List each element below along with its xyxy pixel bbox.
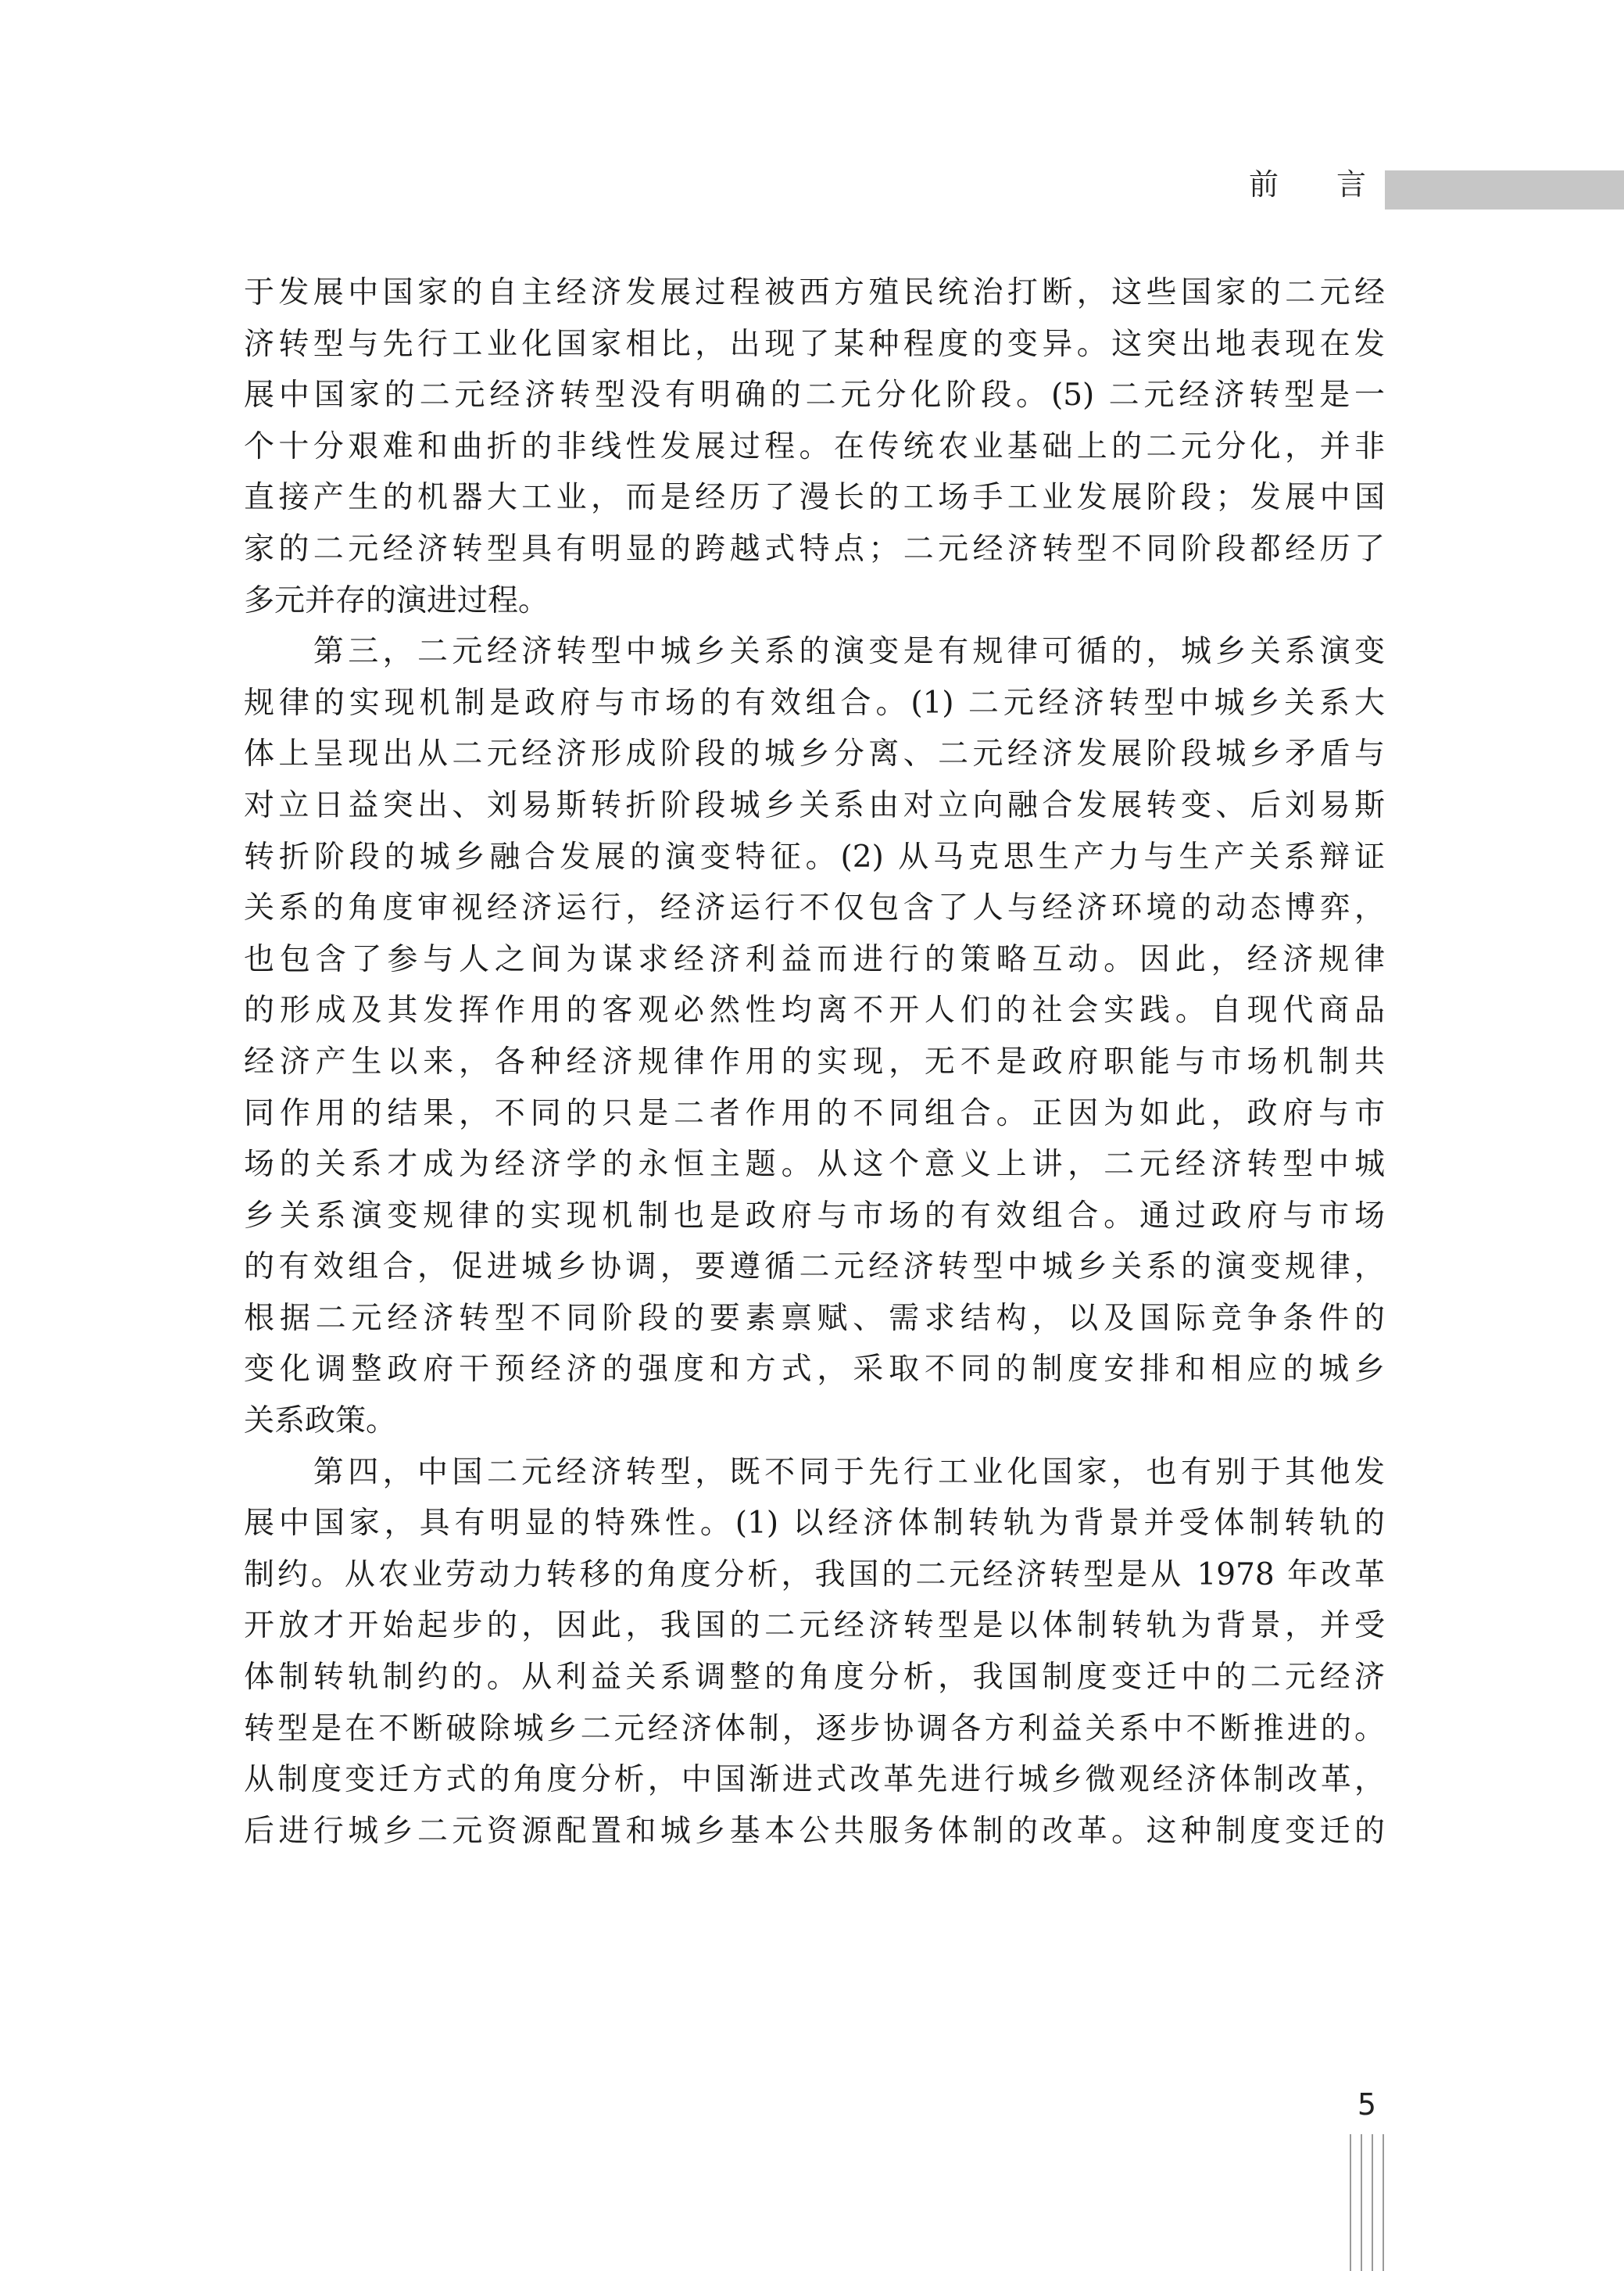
text-line-6: 家的二元经济转型具有明显的跨越式特点；二元经济转型不同阶段都经历了 [244,531,1385,567]
text-line-1: 于发展中国家的自主经济发展过程被西方殖民统治打断，这些国家的二元经 [244,275,1385,310]
text-line-4: 个十分艰难和曲折的非线性发展过程。在传统农业基础上的二元分化，并非 [244,428,1385,464]
vertical-rule [1372,2134,1373,2271]
page-header-title [1249,167,1366,202]
text-line-18: 场的关系才成为经济学的永恒主题。从这个意义上讲，二元经济转型中城 [244,1147,1385,1183]
header-title-char-2: 言 [1336,167,1366,202]
page-number: 5 [1357,2087,1377,2122]
text-line-14: 也包含了参与人之间为谋求经济利益而进行的策略互动。因此，经济规律 [244,941,1385,977]
text-line-24: 第四，中国二元经济转型，既不同于先行工业化国家，也有别于其他发 [244,1454,1385,1490]
vertical-rule [1361,2134,1362,2271]
text-line-10: 体上呈现出从二元经济形成阶段的城乡分离、二元经济发展阶段城乡矛盾与 [244,736,1385,772]
text-line-3: 展中国家的二元经济转型没有明确的二元分化阶段。(5) 二元经济转型是一 [244,378,1385,414]
text-line-17: 同作用的结果，不同的只是二者作用的不同组合。正因为如此，政府与市 [244,1095,1385,1131]
text-line-13: 关系的角度审视经济运行，经济运行不仅包含了人与经济环境的动态博弈， [244,890,1385,926]
text-line-7: 多元并存的演进过程。 [244,582,549,618]
text-line-22: 变化调整政府干预经济的强度和方式，采取不同的制度安排和相应的城乡 [244,1352,1385,1388]
body-text [244,267,1385,1857]
text-line-15: 的形成及其发挥作用的客观必然性均离不开人们的社会实践。自现代商品 [244,993,1385,1029]
text-line-29: 转型是在不断破除城乡二元经济体制，逐步协调各方利益关系中不断推进的。 [244,1710,1385,1746]
header-gray-bar [1385,170,1624,210]
text-line-31: 后进行城乡二元资源配置和城乡基本公共服务体制的改革。这种制度变迁的 [244,1813,1385,1849]
text-line-9: 规律的实现机制是政府与市场的有效组合。(1) 二元经济转型中城乡关系大 [244,685,1385,721]
text-line-12: 转折阶段的城乡融合发展的演变特征。(2) 从马克思生产力与生产关系辩证 [244,839,1385,875]
vertical-rule [1350,2134,1351,2271]
text-line-5: 直接产生的机器大工业，而是经历了漫长的工场手工业发展阶段；发展中国 [244,480,1385,516]
text-line-11: 对立日益突出、刘易斯转折阶段城乡关系由对立向融合发展转变、后刘易斯 [244,787,1385,823]
text-line-23: 关系政策。 [244,1403,397,1439]
text-line-16: 经济产生以来，各种经济规律作用的实现，无不是政府职能与市场机制共 [244,1044,1385,1080]
vertical-rule [1383,2134,1384,2271]
text-line-25: 展中国家，具有明显的特殊性。(1) 以经济体制转轨为背景并受体制转轨的 [244,1506,1385,1542]
footer-vertical-rules [1350,2134,1384,2271]
text-line-27: 开放才开始起步的，因此，我国的二元经济转型是以体制转轨为背景，并受 [244,1608,1385,1644]
text-line-20: 的有效组合，促进城乡协调，要遵循二元经济转型中城乡关系的演变规律， [244,1249,1385,1285]
text-line-8: 第三，二元经济转型中城乡关系的演变是有规律可循的，城乡关系演变 [244,634,1385,670]
header-title-char-1: 前 [1249,167,1279,202]
text-line-30: 从制度变迁方式的角度分析，中国渐进式改革先进行城乡微观经济体制改革， [244,1762,1385,1798]
text-line-19: 乡关系演变规律的实现机制也是政府与市场的有效组合。通过政府与市场 [244,1198,1385,1234]
text-line-21: 根据二元经济转型不同阶段的要素禀赋、需求结构，以及国际竞争条件的 [244,1300,1385,1336]
text-line-26: 制约。从农业劳动力转移的角度分析，我国的二元经济转型是从 1978 年改革 [244,1556,1385,1592]
text-line-2: 济转型与先行工业化国家相比，出现了某种程度的变异。这突出地表现在发 [244,326,1385,362]
text-line-28: 体制转轨制约的。从利益关系调整的角度分析，我国制度变迁中的二元经济 [244,1660,1385,1696]
